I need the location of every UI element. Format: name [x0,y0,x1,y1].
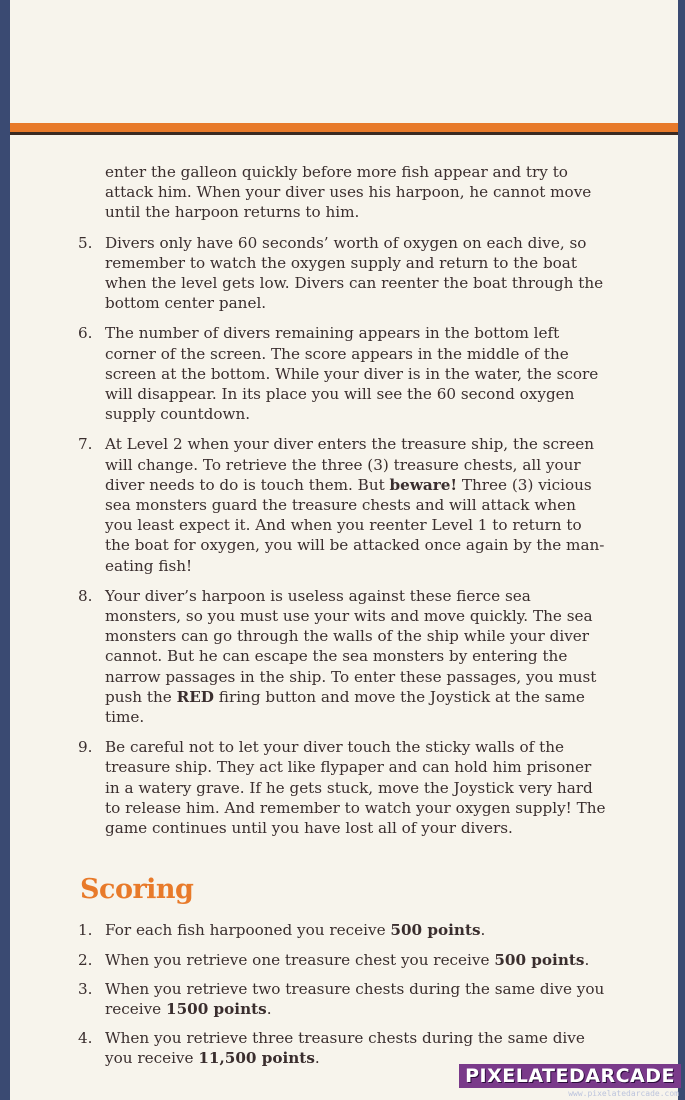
item-number: 1. [78,921,93,940]
points-value: 11,500 points [198,1049,315,1068]
page-content [78,162,608,1078]
list-item [78,979,608,1019]
list-item [78,434,608,575]
item-text: firing button and move the Joystick at the same time. [105,687,585,727]
item-number: 5. [78,233,93,252]
item-text: . [480,921,486,940]
item-text: When you retrieve one treasure chest you receive [105,950,495,969]
item-text: For each fish harpooned you receive [105,921,391,940]
list-item [78,323,608,424]
list-item [78,737,608,838]
emphasis-text: RED [176,687,214,706]
item-text: . [584,950,590,969]
list-item [78,1028,608,1068]
item-text: Be careful not to let your diver touch the sticky walls of the treasure ship. They act like flypaper and can hold him prisoner in a watery grave. If he gets stuck, move the Joystick very hard to release him. And remember to watch your oxygen supply! The game continues until you have lost all of your divers. [105,738,606,838]
item-text: When you retrieve two treasure chests during the same dive you receive [105,979,605,1018]
list-item [78,586,608,727]
item-text: Three (3) vicious sea monsters guard the treasure chests and will attack when you least expect it. And when you reenter Level 1 to return to the boat for oxygen, you will be attacked once again by the man-eating fish! [105,475,605,575]
item-number: 4. [78,1029,93,1048]
scoring-heading: Scoring [80,874,194,906]
list-item [78,920,608,940]
item-text: At Level 2 when your diver enters the treasure ship, the screen will change. To retrieve the three (3) treasure chests, all your diver needs to do is touch them. But [105,435,594,494]
instructions-list [78,233,608,839]
item-text: . [314,1049,320,1068]
points-value: 1500 points [166,999,267,1018]
item-text: Your diver’s harpoon is useless against these fierce sea monsters, so you must use your wits and move quickly. The sea monsters can go through the walls of the ship while your diver cannot. But he can escape the sea monsters by entering the narrow passages in the ship. To enter these passages, you must push the [105,586,597,706]
item-number: 8. [78,586,93,605]
item-number: 3. [78,979,93,998]
item-text: The number of divers remaining appears in the bottom left corner of the screen. The score appears in the middle of the screen at the bottom. While your diver is in the water, the score will disappear. In its place you will see the 60 second oxygen supply countdown. [105,324,599,424]
scoring-list [78,920,608,1068]
item-number: 9. [78,738,93,757]
item-number: 7. [78,435,93,454]
item-text: Divers only have 60 seconds’ worth of oxygen on each dive, so remember to watch the oxygen supply and return to the boat when the level gets low. Divers can reenter the boat through the bottom center panel. [105,233,604,313]
list-item [78,233,608,314]
item-text: . [266,999,272,1018]
dark-stripe [10,132,678,135]
item-number: 2. [78,950,93,969]
intro-paragraph: enter the galleon quickly before more fish appear and try to attack him. When your diver uses his harpoon, he cannot move until the harpoon returns to him. [105,163,592,222]
item-text: When you retrieve three treasure chests during the same dive you receive [105,1029,585,1068]
points-value: 500 points [390,921,481,940]
points-value: 500 points [494,950,585,969]
orange-stripe [10,123,678,132]
emphasis-text: beware! [389,475,458,494]
watermark-logo: PIXELATEDARCADE [459,1064,681,1088]
item-number: 6. [78,324,93,343]
watermark-url: www.pixelatedarcade.com [568,1089,679,1098]
list-item [78,950,608,970]
